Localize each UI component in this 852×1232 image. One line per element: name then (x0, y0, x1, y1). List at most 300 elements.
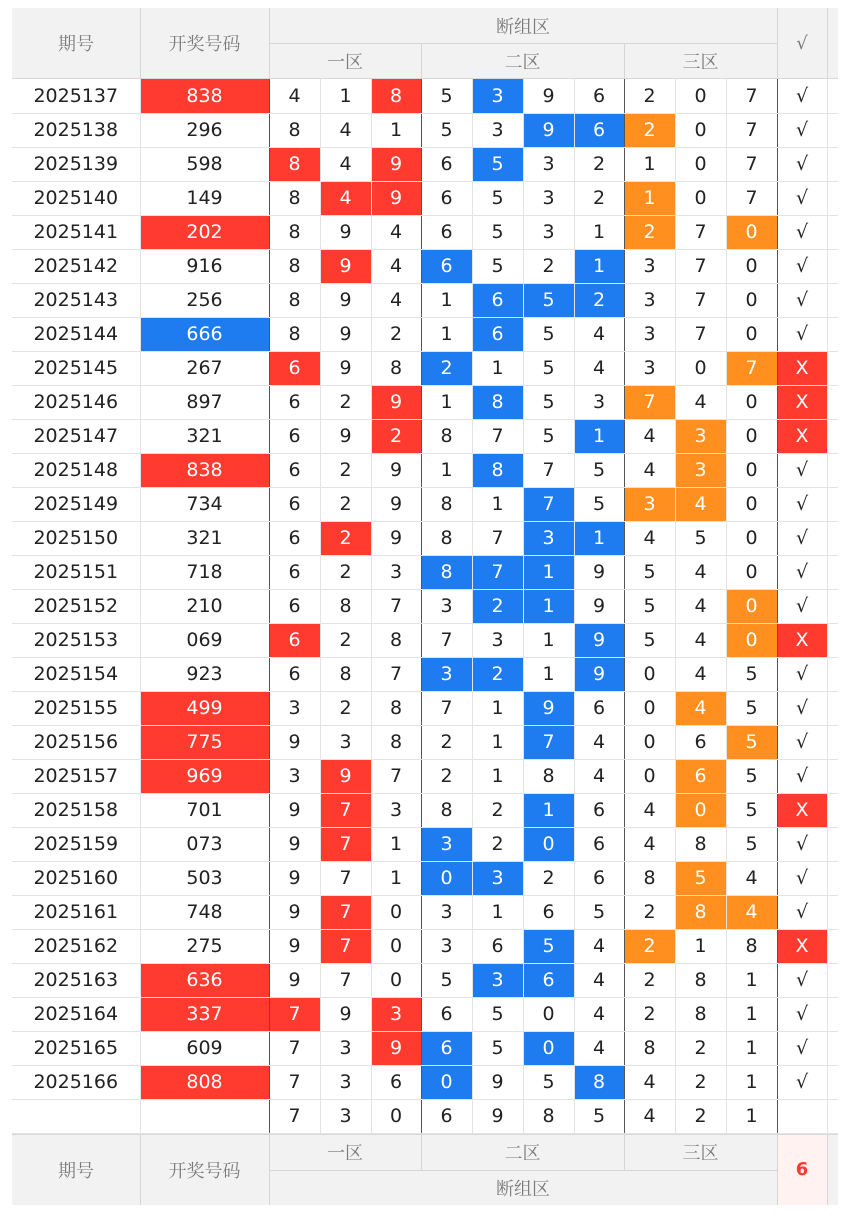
draw-number: 499 (140, 691, 269, 725)
zone-digit: 6 (421, 181, 472, 215)
zone-digit: 5 (523, 351, 574, 385)
issue-number: 2025153 (12, 623, 140, 657)
result-mark: √ (777, 861, 827, 895)
result-mark: X (777, 623, 827, 657)
zone-digit: 1 (523, 657, 574, 691)
zone-digit: 4 (624, 793, 675, 827)
group-header: 断组区 (496, 16, 550, 38)
zone3-header: 三区 (624, 43, 777, 78)
zone-digit: 0 (624, 759, 675, 793)
zone-digit: 2 (371, 317, 421, 351)
result-header: √ (796, 32, 808, 54)
zone-digit: 2 (421, 351, 472, 385)
zone-digit: 9 (574, 555, 624, 589)
zone-digit: 7 (320, 827, 371, 861)
zone-digit: 0 (421, 861, 472, 895)
zone-digit: 3 (472, 963, 523, 997)
zone-digit: 5 (523, 317, 574, 351)
footer-zone2: 二区 (504, 1143, 541, 1164)
zone-digit: 8 (523, 1099, 574, 1133)
zone-digit: 0 (675, 79, 726, 113)
draw-number: 897 (140, 385, 269, 419)
zone-digit: 6 (269, 555, 320, 589)
zone-digit: 3 (421, 827, 472, 861)
zone-digit: 8 (675, 827, 726, 861)
row-spacer (827, 895, 838, 929)
issue-number: 2025160 (12, 861, 140, 895)
zone-digit: 4 (675, 657, 726, 691)
zone-digit: 9 (320, 351, 371, 385)
zone-digit: 3 (269, 759, 320, 793)
zone-digit: 5 (472, 181, 523, 215)
zone-digit: 3 (472, 861, 523, 895)
zone-digit: 9 (269, 963, 320, 997)
zone-digit: 7 (269, 1065, 320, 1099)
row-spacer (827, 283, 838, 317)
zone-digit: 5 (726, 691, 777, 725)
zone-digit: 6 (574, 691, 624, 725)
result-mark: √ (777, 657, 827, 691)
zone-digit: 4 (320, 181, 371, 215)
row-spacer (827, 317, 838, 351)
zone-digit: 1 (726, 997, 777, 1031)
result-mark: √ (777, 317, 827, 351)
zone-digit: 4 (371, 249, 421, 283)
issue-number: 2025142 (12, 249, 140, 283)
zone-digit: 9 (371, 147, 421, 181)
zone-digit: 4 (675, 385, 726, 419)
draw-grid (12, 79, 838, 1134)
issue-number: 2025161 (12, 895, 140, 929)
zone-digit: 1 (472, 895, 523, 929)
zone-digit: 8 (320, 657, 371, 691)
zone-digit: 0 (726, 283, 777, 317)
zone-digit: 8 (675, 997, 726, 1031)
draw-number: 321 (140, 521, 269, 555)
zone-digit: 6 (472, 929, 523, 963)
result-mark: X (777, 385, 827, 419)
zone-digit: 3 (371, 793, 421, 827)
draw-number: 838 (140, 79, 269, 113)
zone-digit: 3 (523, 215, 574, 249)
zone-digit: 2 (472, 657, 523, 691)
zone-digit: 0 (726, 555, 777, 589)
zone-digit: 1 (726, 1031, 777, 1065)
issue-number: 2025151 (12, 555, 140, 589)
zone-digit: 4 (574, 759, 624, 793)
zone-digit: 6 (675, 725, 726, 759)
zone-digit: 5 (574, 453, 624, 487)
zone-digit: 7 (269, 997, 320, 1031)
zone-digit: 9 (371, 1031, 421, 1065)
draw-number: 210 (140, 589, 269, 623)
draw-number: 073 (140, 827, 269, 861)
table-row (12, 725, 838, 759)
zone-digit: 0 (726, 317, 777, 351)
zone-digit: 7 (421, 691, 472, 725)
zone-digit: 5 (523, 929, 574, 963)
zone2-header: 二区 (421, 43, 624, 78)
zone-digit: 5 (624, 555, 675, 589)
issue-number: 2025137 (12, 79, 140, 113)
zone-digit: 0 (726, 623, 777, 657)
miss-count: 6 (777, 1135, 827, 1205)
zone-digit: 4 (574, 997, 624, 1031)
row-spacer (827, 215, 838, 249)
zone-digit: 6 (269, 657, 320, 691)
zone-digit: 9 (523, 691, 574, 725)
zone-digit: 7 (320, 963, 371, 997)
issue-header: 期号 (58, 34, 94, 55)
zone-digit: 4 (371, 215, 421, 249)
draw-number: 267 (140, 351, 269, 385)
zone-digit: 3 (472, 79, 523, 113)
table-row (12, 79, 838, 113)
zone-digit: 7 (726, 79, 777, 113)
result-mark (777, 1099, 827, 1133)
zone-digit: 8 (421, 487, 472, 521)
zone-digit: 4 (574, 351, 624, 385)
result-mark: X (777, 351, 827, 385)
row-spacer (827, 793, 838, 827)
issue-number: 2025163 (12, 963, 140, 997)
zone-digit: 1 (421, 317, 472, 351)
zone-digit: 8 (269, 317, 320, 351)
draw-number: 503 (140, 861, 269, 895)
zone-digit: 6 (574, 113, 624, 147)
result-mark: √ (777, 215, 827, 249)
zone-digit: 0 (624, 657, 675, 691)
zone-digit: 8 (523, 759, 574, 793)
row-spacer (827, 555, 838, 589)
zone-digit: 2 (421, 759, 472, 793)
zone-digit: 7 (675, 215, 726, 249)
draw-header: 开奖号码 (168, 34, 241, 55)
zone-digit: 2 (624, 895, 675, 929)
zone-digit: 5 (523, 283, 574, 317)
zone-digit: 5 (726, 657, 777, 691)
zone-digit: 2 (320, 623, 371, 657)
zone-digit: 7 (523, 487, 574, 521)
zone-digit: 2 (624, 79, 675, 113)
row-spacer (827, 929, 838, 963)
row-spacer (827, 385, 838, 419)
row-spacer (827, 147, 838, 181)
issue-number: 2025139 (12, 147, 140, 181)
result-mark: √ (777, 725, 827, 759)
zone-digit: 6 (421, 147, 472, 181)
zone-digit: 0 (371, 895, 421, 929)
zone-digit: 5 (472, 147, 523, 181)
footer-draw-label: 开奖号码 (168, 1160, 241, 1182)
zone-digit: 3 (624, 317, 675, 351)
table-row (12, 453, 838, 487)
draw-number: 321 (140, 419, 269, 453)
zone-digit: 7 (675, 317, 726, 351)
zone-digit: 3 (320, 1031, 371, 1065)
zone-digit: 4 (624, 453, 675, 487)
zone-digit: 4 (624, 419, 675, 453)
draw-number: 701 (140, 793, 269, 827)
zone-digit: 2 (472, 589, 523, 623)
zone-digit: 2 (320, 691, 371, 725)
zone-digit: 5 (675, 861, 726, 895)
zone-digit: 1 (523, 623, 574, 657)
zone-digit: 8 (421, 793, 472, 827)
row-spacer (827, 419, 838, 453)
zone-digit: 4 (574, 929, 624, 963)
zone-digit: 5 (523, 385, 574, 419)
draw-number: 666 (140, 317, 269, 351)
table-row (12, 317, 838, 351)
zone-digit: 0 (675, 147, 726, 181)
zone-digit: 8 (371, 691, 421, 725)
zone-digit: 7 (726, 147, 777, 181)
draw-number: 916 (140, 249, 269, 283)
table-row (12, 215, 838, 249)
zone-digit: 6 (523, 963, 574, 997)
zone-digit: 1 (726, 1065, 777, 1099)
zone-digit: 2 (574, 147, 624, 181)
zone-digit: 8 (472, 385, 523, 419)
zone-digit: 9 (320, 997, 371, 1031)
row-spacer (827, 725, 838, 759)
zone-digit: 1 (624, 147, 675, 181)
zone-digit: 9 (320, 317, 371, 351)
zone-digit: 6 (269, 453, 320, 487)
zone-digit: 5 (523, 1065, 574, 1099)
issue-number: 2025148 (12, 453, 140, 487)
zone-digit: 7 (726, 113, 777, 147)
zone-digit: 2 (675, 1065, 726, 1099)
zone-digit: 1 (472, 759, 523, 793)
zone-digit: 3 (421, 929, 472, 963)
zone-digit: 9 (371, 521, 421, 555)
zone-digit: 9 (574, 589, 624, 623)
zone-digit: 1 (472, 351, 523, 385)
zone-digit: 5 (574, 487, 624, 521)
result-mark: √ (777, 249, 827, 283)
zone-digit: 6 (421, 249, 472, 283)
zone-digit: 5 (574, 895, 624, 929)
zone-digit: 7 (269, 1031, 320, 1065)
zone-digit: 7 (421, 623, 472, 657)
result-mark: √ (777, 79, 827, 113)
zone-digit: 7 (371, 759, 421, 793)
zone-digit: 5 (523, 419, 574, 453)
table-row (12, 1031, 838, 1065)
zone-digit: 5 (726, 759, 777, 793)
zone-digit: 6 (472, 283, 523, 317)
zone-digit: 5 (675, 521, 726, 555)
row-spacer (827, 351, 838, 385)
row-spacer (827, 453, 838, 487)
zone-digit: 3 (624, 249, 675, 283)
zone-digit: 8 (421, 521, 472, 555)
zone-digit: 7 (675, 283, 726, 317)
issue-number: 2025159 (12, 827, 140, 861)
table-row (12, 113, 838, 147)
footer-group-label: 断组区 (269, 1170, 777, 1205)
zone-digit: 1 (574, 215, 624, 249)
zone-digit: 0 (726, 453, 777, 487)
zone-digit: 2 (371, 419, 421, 453)
zone-digit: 8 (269, 113, 320, 147)
zone-digit: 1 (523, 589, 574, 623)
zone-digit: 1 (624, 181, 675, 215)
zone-digit: 6 (523, 895, 574, 929)
issue-number (12, 1099, 140, 1133)
zone-digit: 4 (269, 79, 320, 113)
issue-number: 2025149 (12, 487, 140, 521)
zone-digit: 0 (624, 725, 675, 759)
issue-number: 2025138 (12, 113, 140, 147)
zone-digit: 2 (624, 963, 675, 997)
zone-digit: 9 (320, 419, 371, 453)
zone-digit: 6 (421, 215, 472, 249)
result-mark: √ (777, 759, 827, 793)
zone-digit: 1 (472, 725, 523, 759)
zone-digit: 4 (726, 895, 777, 929)
zone-digit: 9 (320, 283, 371, 317)
zone-digit: 6 (269, 351, 320, 385)
zone-digit: 9 (371, 385, 421, 419)
zone-digit: 0 (523, 997, 574, 1031)
zone-digit: 0 (726, 249, 777, 283)
zone-digit: 0 (421, 1065, 472, 1099)
zone-digit: 2 (574, 283, 624, 317)
zone-digit: 6 (269, 487, 320, 521)
issue-number: 2025158 (12, 793, 140, 827)
zone-digit: 9 (523, 113, 574, 147)
zone-digit: 1 (574, 521, 624, 555)
result-mark: √ (777, 283, 827, 317)
zone-digit: 5 (472, 215, 523, 249)
zone-digit: 0 (675, 113, 726, 147)
result-mark: √ (777, 827, 827, 861)
row-spacer (827, 861, 838, 895)
zone-digit: 8 (269, 283, 320, 317)
issue-number: 2025164 (12, 997, 140, 1031)
zone-digit: 7 (726, 351, 777, 385)
zone-digit: 3 (421, 895, 472, 929)
zone-digit: 6 (421, 1099, 472, 1133)
zone-digit: 0 (726, 589, 777, 623)
zone-digit: 6 (574, 793, 624, 827)
zone-digit: 2 (320, 521, 371, 555)
zone-digit: 1 (472, 487, 523, 521)
zone-digit: 5 (624, 589, 675, 623)
result-mark: √ (777, 147, 827, 181)
table-row (12, 555, 838, 589)
zone-digit: 7 (523, 725, 574, 759)
zone-digit: 7 (269, 1099, 320, 1133)
draw-number: 296 (140, 113, 269, 147)
zone-digit: 7 (472, 419, 523, 453)
zone-digit: 3 (371, 555, 421, 589)
result-mark: √ (777, 895, 827, 929)
zone-digit: 3 (523, 521, 574, 555)
result-mark: √ (777, 453, 827, 487)
zone-digit: 3 (624, 351, 675, 385)
zone-digit: 8 (269, 215, 320, 249)
zone-digit: 2 (523, 249, 574, 283)
zone-digit: 0 (726, 419, 777, 453)
draw-number: 718 (140, 555, 269, 589)
zone-digit: 3 (523, 181, 574, 215)
zone-digit: 8 (624, 1031, 675, 1065)
zone-digit: 3 (624, 487, 675, 521)
table-row (12, 181, 838, 215)
zone-digit: 1 (472, 691, 523, 725)
row-spacer (827, 1031, 838, 1065)
issue-number: 2025147 (12, 419, 140, 453)
zone-digit: 4 (371, 283, 421, 317)
zone-digit: 9 (269, 725, 320, 759)
zone-digit: 8 (421, 419, 472, 453)
zone-digit: 3 (421, 657, 472, 691)
zone-digit: 8 (320, 589, 371, 623)
zone-digit: 7 (371, 589, 421, 623)
draw-number: 202 (140, 215, 269, 249)
issue-number: 2025150 (12, 521, 140, 555)
zone-digit: 9 (371, 181, 421, 215)
footer-issue-label: 期号 (58, 1160, 94, 1182)
zone-digit: 6 (574, 827, 624, 861)
zone-digit: 9 (472, 1065, 523, 1099)
zone-digit: 2 (472, 793, 523, 827)
table-row (12, 691, 838, 725)
zone-digit: 8 (371, 623, 421, 657)
draw-number: 149 (140, 181, 269, 215)
issue-number: 2025157 (12, 759, 140, 793)
result-mark: √ (777, 521, 827, 555)
zone-digit: 0 (371, 1099, 421, 1133)
row-spacer (827, 79, 838, 113)
row-spacer (827, 589, 838, 623)
zone-digit: 0 (523, 827, 574, 861)
zone-digit: 2 (320, 487, 371, 521)
zone-digit: 9 (269, 929, 320, 963)
result-mark: X (777, 793, 827, 827)
zone-digit: 6 (269, 385, 320, 419)
issue-number: 2025154 (12, 657, 140, 691)
row-spacer (827, 827, 838, 861)
row-spacer (827, 249, 838, 283)
zone-digit: 9 (371, 453, 421, 487)
zone-digit: 8 (675, 895, 726, 929)
zone-digit: 6 (371, 1065, 421, 1099)
zone-digit: 4 (320, 113, 371, 147)
issue-number: 2025143 (12, 283, 140, 317)
draw-number: 337 (140, 997, 269, 1031)
zone-digit: 3 (320, 1099, 371, 1133)
zone-digit: 0 (523, 1031, 574, 1065)
zone-digit: 1 (574, 249, 624, 283)
zone-digit: 1 (574, 419, 624, 453)
zone-digit: 6 (269, 623, 320, 657)
table-row (12, 861, 838, 895)
row-spacer (827, 623, 838, 657)
zone-digit: 4 (675, 691, 726, 725)
row-spacer (827, 487, 838, 521)
zone-digit: 4 (675, 555, 726, 589)
zone-digit: 5 (421, 963, 472, 997)
zone-digit: 4 (574, 1031, 624, 1065)
zone-digit: 1 (371, 861, 421, 895)
table-row (12, 963, 838, 997)
table-row (12, 929, 838, 963)
